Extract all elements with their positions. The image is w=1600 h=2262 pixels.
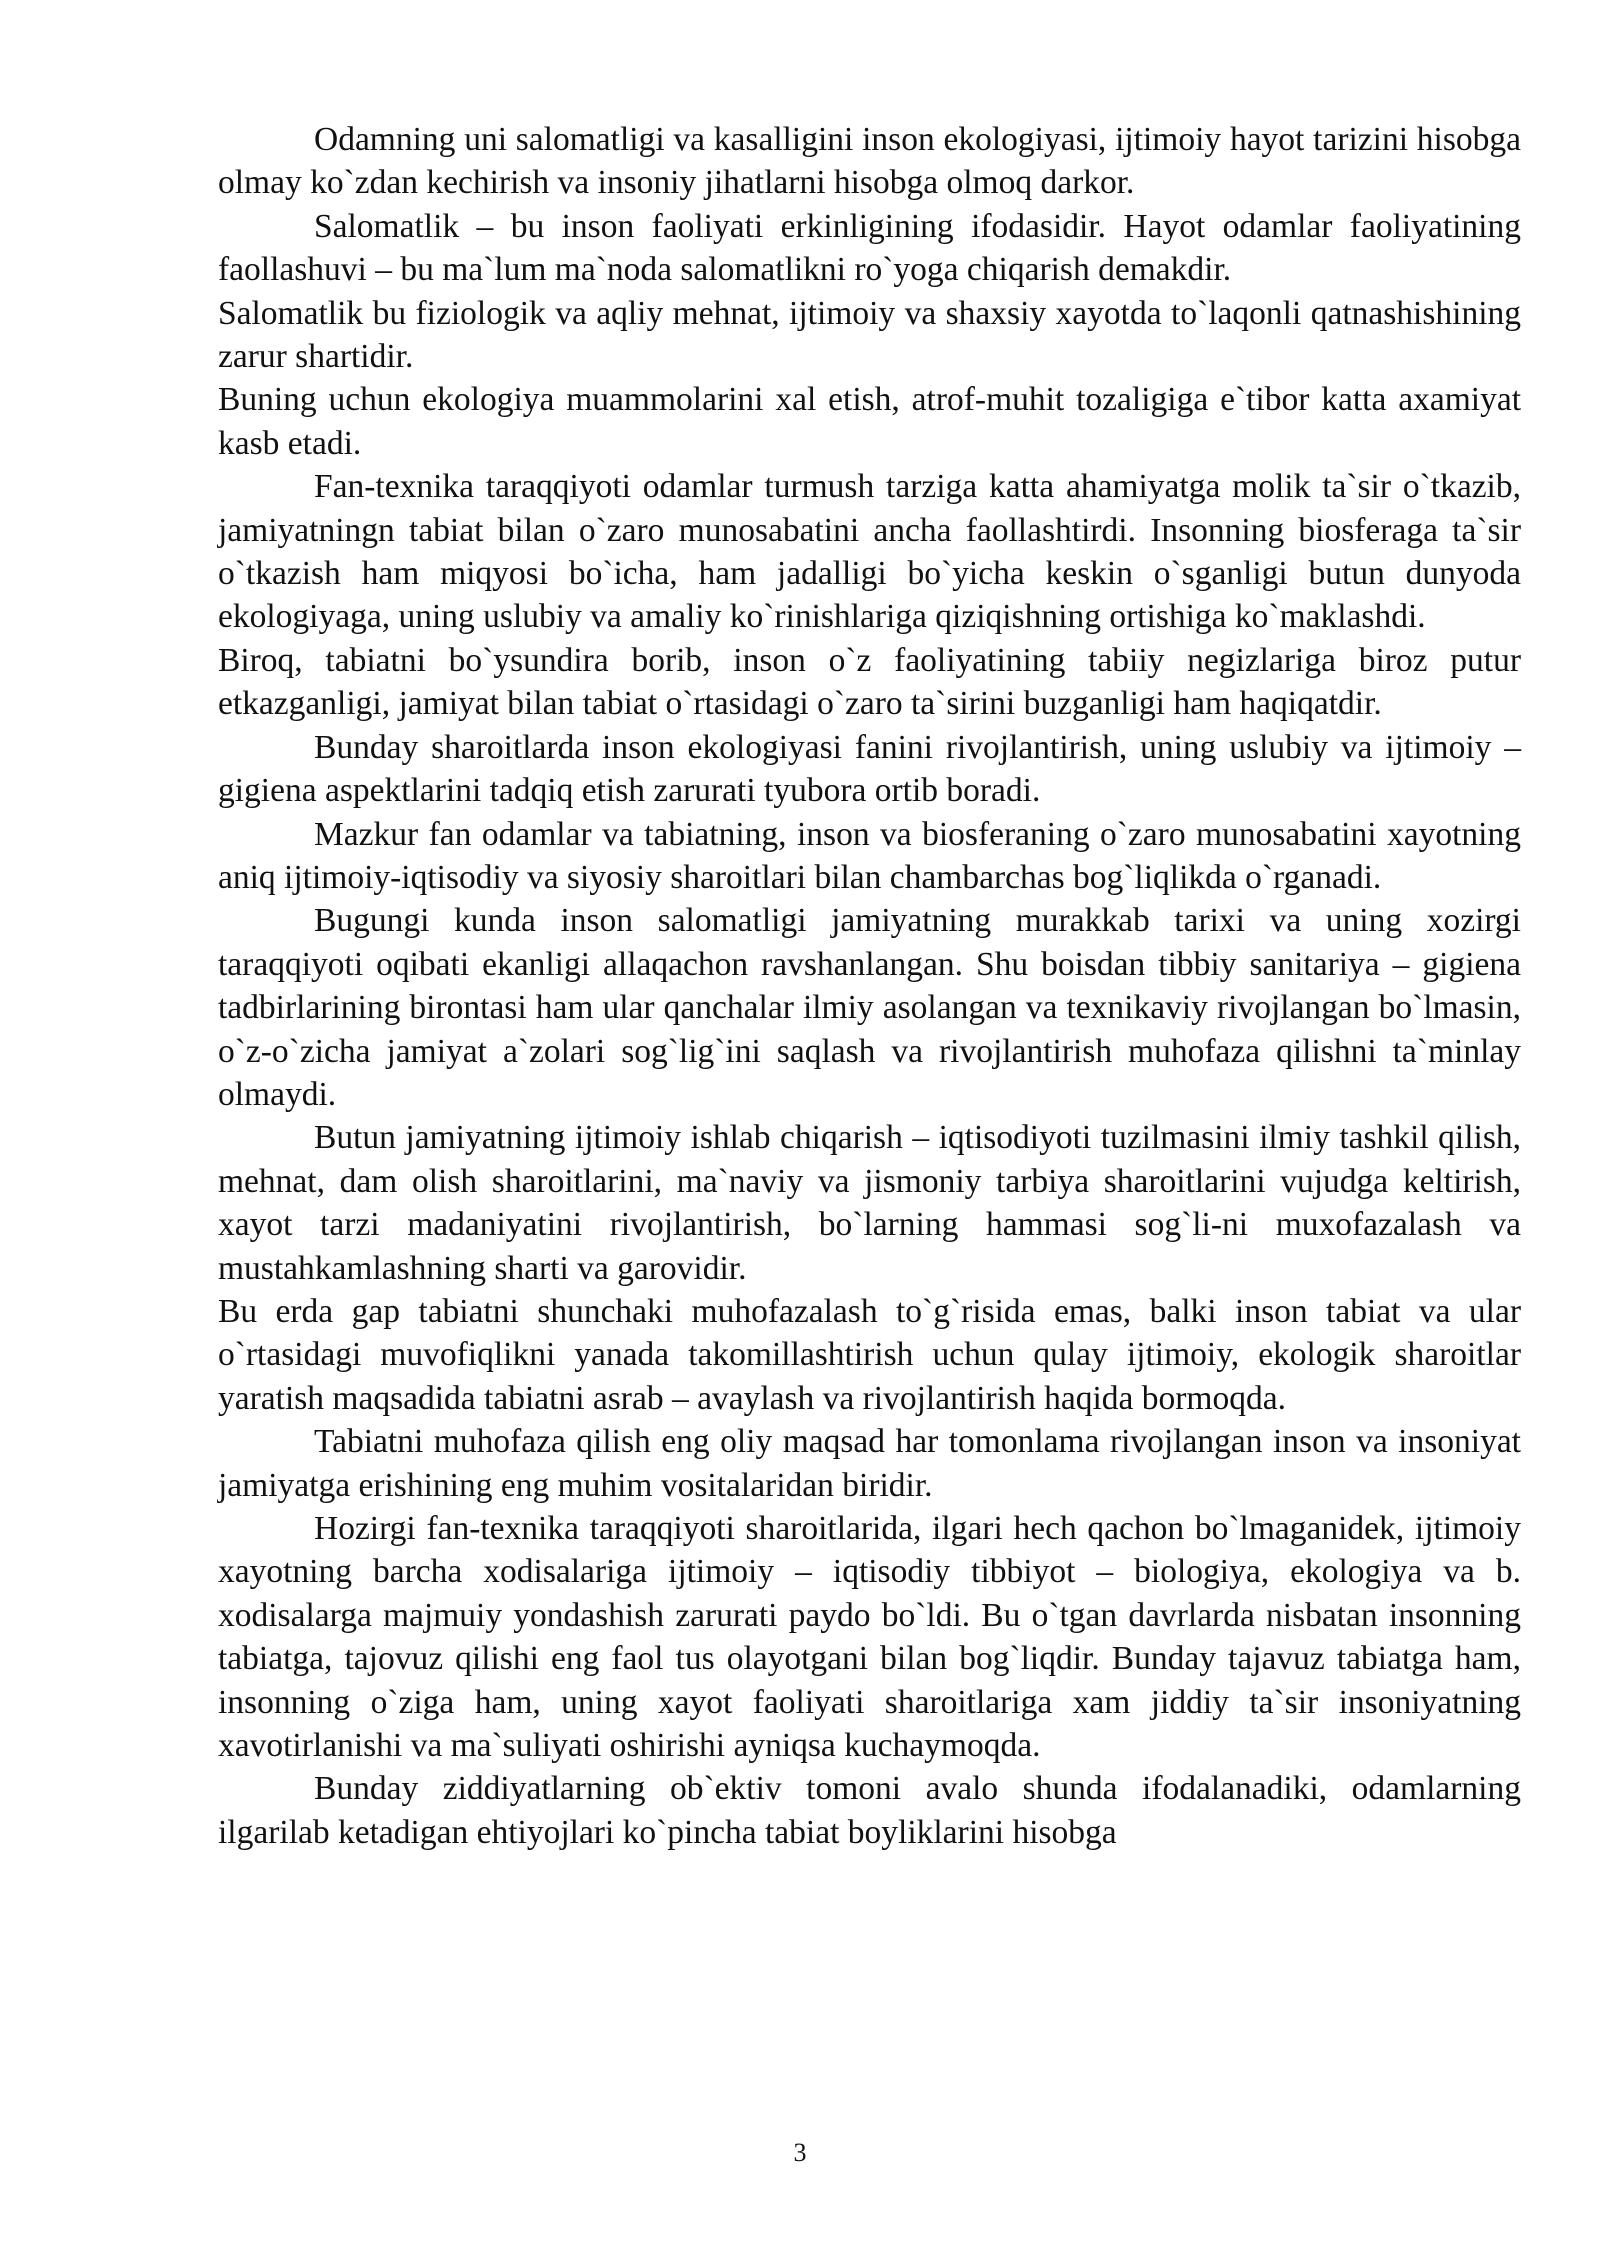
paragraph-6: Biroq, tabiatni bo`ysundira borib, inson o`z faoliyatining tabiiy negizlariga biroz putur etkazganligi, jamiyat bilan tabiat o`rtasidagi o`zaro ta`sirini buzganligi ham haqiqatdir. <box>218 641 1521 723</box>
paragraph-14: Bunday ziddiyatlarning ob`ektiv tomoni avalo shunda ifodalanadiki, odamlarning ilgarilab ketadigan ehtiyojlari ko`pincha tabiat boyliklarini hisobga <box>218 1770 1521 1851</box>
paragraph-10: Butun jamiyatning ijtimoiy ishlab chiqarish – iqtisodiyoti tuzilmasini ilmiy tashkil qilish, mehnat, dam olish sharoitlarini, ma`naviy va jismoniy tarbiya sharoitlarini vujudga keltirish, xayot tarzi madaniyatini rivojlantirish, bo`larning hammasi sog`li-ni muxofazalash va mustahkamlashning sharti va garovidir. <box>218 1119 1521 1287</box>
page-number: 3 <box>793 2138 807 2167</box>
paragraph-1: Odamning uni salomatligi va kasalligini inson ekologiyasi, ijtimoiy hayot tarizini hisobga olmay ko`zdan kechirish va insoniy jihatlarni hisobga olmoq darkor. <box>218 121 1521 202</box>
paragraph-11: Bu erda gap tabiatni shunchaki muhofazalash to`g`risida emas, balki inson tabiat va ular o`rtasidagi muvofiqlikni yanada takomillashtirish uchun qulay ijtimoiy, ekologik sharoitlar yaratish maqsadida tabiatni asrab – avaylash va rivojlantirish haqida bormoqda. <box>218 1292 1521 1417</box>
paragraph-8: Mazkur fan odamlar va tabiatning, inson va biosferaning o`zaro munosabatini xayotning aniq ijtimoiy-iqtisodiy va siyosiy sharoitlari bilan chambarchas bog`liqlikda o`rganadi. <box>218 815 1521 896</box>
paragraph-4: Buning uchun ekologiya muammolarini xal etish, atrof-muhit tozaligiga e`tibor katta axamiyat kasb etadi. <box>218 381 1521 462</box>
body-text <box>218 118 1521 1854</box>
paragraph-3: Salomatlik bu fiziologik va aqliy mehnat, ijtimoiy va shaxsiy xayotda to`laqonli qatnashishining zarur shartidir. <box>218 294 1521 376</box>
paragraph-5: Fan-texnika taraqqiyoti odamlar turmush tarziga katta ahamiyatga molik ta`sir o`tkazib, jamiyatningn tabiat bilan o`zaro munosabatini ancha faollashtirdi. Insonning biosferaga ta`sir o`tkazish ham miqyosi bo`icha, ham jadalligi bo`yicha keskin o`sganligi butun dunyoda ekologiyaga, uning uslubiy va amaliy ko`rinishlariga qiziqishning ortishiga ko`maklashdi. <box>218 468 1521 636</box>
paragraph-7: Bunday sharoitlarda inson ekologiyasi fanini rivojlantirish, uning uslubiy va ijtimoiy – gigiena aspektlarini tadqiq etish zarurati tyubora ortib boradi. <box>218 728 1521 810</box>
paragraph-9: Bugungi kunda inson salomatligi jamiyatning murakkab tarixi va uning xozirgi taraqqiyoti oqibati ekanligi allaqachon ravshanlangan. Shu boisdan tibbiy sanitariya – gigiena tadbirlarining birontasi ham ular qanchalar ilmiy asolangan va texnikaviy rivojlangan bo`lmasin, o`z-o`zicha jamiyat a`zolari sog`lig`ini saqlash va rivojlantirish muhofaza qilishni ta`minlay olmaydi. <box>218 902 1521 1113</box>
paragraph-2: Salomatlik – bu inson faoliyati erkinligining ifodasidir. Hayot odamlar faoliyatining faollashuvi – bu ma`lum ma`noda salomatlikni ro`yoga chiqarish demakdir. <box>218 207 1521 289</box>
paragraph-12: Tabiatni muhofaza qilish eng oliy maqsad har tomonlama rivojlangan inson va insoniyat jamiyatga erishining eng muhim vositalaridan biridir. <box>218 1423 1521 1504</box>
paragraph-13: Hozirgi fan-texnika taraqqiyoti sharoitlarida, ilgari hech qachon bo`lmaganidek, ijtimoiy xayotning barcha xodisalariga ijtimoiy – iqtisodiy tibbiyot – biologiya, ekologiya va b. xodisalarga majmuiy yondashish zarurati paydo bo`ldi. Bu o`tgan davrlarda nisbatan insonning tabiatga, tajovuz qilishi eng faol tus olayotgani bilan bog`liqdir. Bunday tajavuz tabiatga ham, insonning o`ziga ham, uning xayot faoliyati sharoitlariga xam jiddiy ta`sir insoniyatning xavotirlanishi va ma`suliyati oshirishi ayniqsa kuchaymoqda. <box>218 1510 1521 1765</box>
